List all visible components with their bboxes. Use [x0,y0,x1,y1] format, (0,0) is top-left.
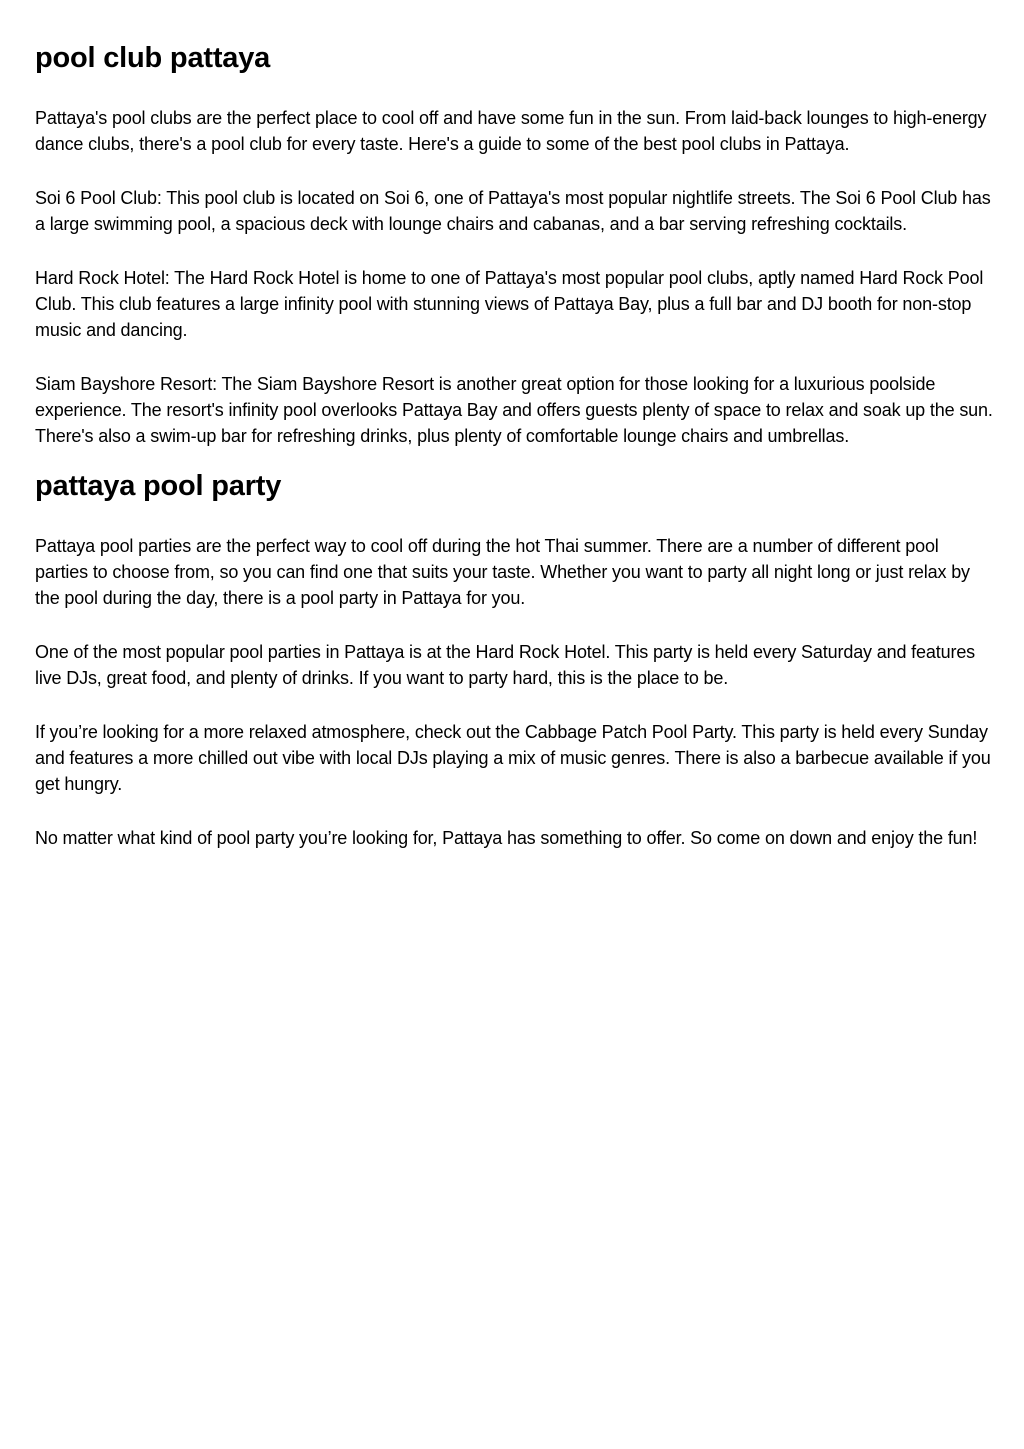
section-body [35,105,995,449]
section-heading: pool club pattaya [35,42,271,74]
section-pool-club-pattaya [35,0,995,449]
paragraph: One of the most popular pool parties in Pattaya is at the Hard Rock Hotel. This party is held every Saturday and features live DJs, great food, and plenty of drinks. If you want to party hard, this is the place to be. [35,642,976,688]
paragraph: Pattaya's pool clubs are the perfect place to cool off and have some fun in the sun. From laid-back lounges to high-energy dance clubs, there's a pool club for every taste. Here's a guide to some of the best pool clubs in Pattaya. [35,108,987,154]
paragraph: If you’re looking for a more relaxed atmosphere, check out the Cabbage Patch Pool Party. This party is held every Sunday and features a more chilled out vibe with local DJs playing a mix of music genres. There is also a barbecue available if you get hungry. [35,722,991,794]
paragraph: Soi 6 Pool Club: This pool club is located on Soi 6, one of Pattaya's most popular nightlife streets. The Soi 6 Pool Club has a large swimming pool, a spacious deck with lounge chairs and cabanas, and a bar serving refreshing cocktails. [35,188,991,234]
document-page [35,0,995,851]
section-pattaya-pool-party [35,449,995,851]
paragraph: No matter what kind of pool party you’re looking for, Pattaya has something to offer. So come on down and enjoy the fun! [35,828,978,848]
paragraph: Hard Rock Hotel: The Hard Rock Hotel is home to one of Pattaya's most popular pool clubs, aptly named Hard Rock Pool Club. This club features a large infinity pool with stunning views of Pattaya Bay, plus a full bar and DJ booth for non-stop music and dancing. [35,268,984,340]
paragraph: Pattaya pool parties are the perfect way to cool off during the hot Thai summer. There are a number of different pool parties to choose from, so you can find one that suits your taste. Whether you want to party all night long or just relax by the pool during the day, there is a pool party in Pattaya for you. [35,536,970,608]
paragraph: Siam Bayshore Resort: The Siam Bayshore Resort is another great option for those looking for a luxurious poolside experience. The resort's infinity pool overlooks Pattaya Bay and offers guests plenty of space to relax and soak up the sun. There's also a swim-up bar for refreshing drinks, plus plenty of comfortable lounge chairs and umbrellas. [35,374,993,446]
section-heading: pattaya pool party [35,470,282,502]
section-body [35,533,995,851]
